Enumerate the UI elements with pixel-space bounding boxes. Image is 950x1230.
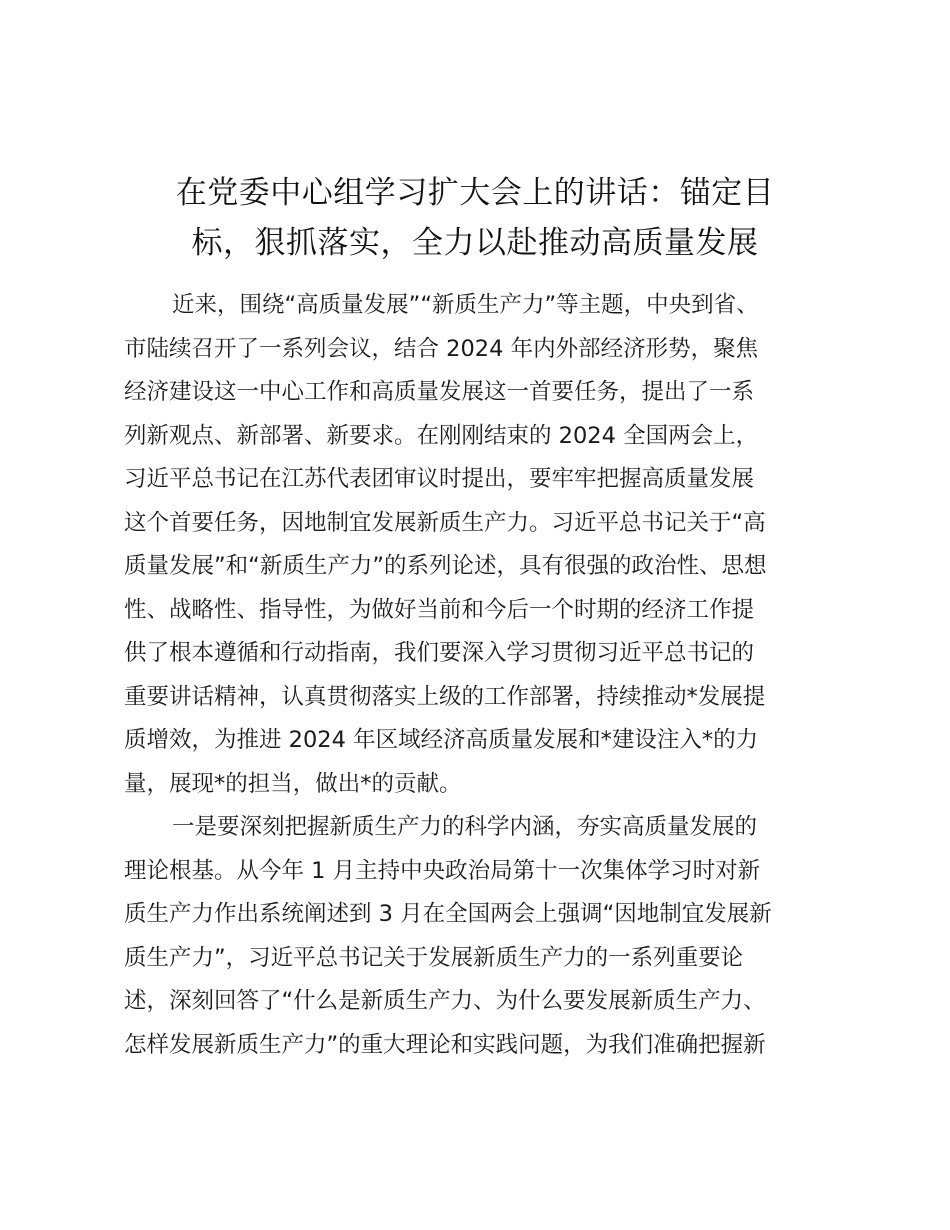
text-line: 列新观点、新部署、新要求。在刚刚结束的 2024 全国两会上， (124, 422, 759, 449)
title-line: 标，狠抓落实，全力以赴推动高质量发展 (191, 225, 759, 261)
text-line: 质生产力作出系统阐述到 3 月在全国两会上强调“因地制宜发展新 (124, 901, 772, 927)
text-line: 质量发展”和“新质生产力”的系列论述，具有很强的政治性、思想 (124, 553, 767, 579)
document-body (124, 284, 834, 1067)
text-line: 性、战略性、指导性，为做好当前和今后一个时期的经济工作提 (124, 596, 755, 623)
text-line: 重要讲话精神，认真贯彻落实上级的工作部署，持续推动*发展提 (124, 683, 766, 710)
text-line: 怎样发展新质生产力”的重大理论和实践问题，为我们准确把握新 (124, 1031, 766, 1058)
text-line: 理论根基。从今年 1 月主持中央政治局第十一次集体学习时对新 (124, 857, 761, 884)
text-line: 一是要深刻把握新质生产力的科学内涵，夯实高质量发展的 (172, 814, 758, 840)
text-line: 质增效，为推进 2024 年区域经济高质量发展和*建设注入*的力 (124, 727, 759, 753)
text-line: 经济建设这一中心工作和高质量发展这一首要任务，提出了一系 (124, 379, 755, 405)
paragraph-1 (124, 284, 834, 806)
text-line: 近来，围绕“高质量发展”“新质生产力”等主题，中央到省、 (172, 292, 759, 318)
text-line: 习近平总书记在江苏代表团审议时提出，要牢牢把握高质量发展 (124, 466, 755, 492)
text-line: 量，展现*的担当，做出*的贡献。 (124, 770, 462, 797)
paragraph-2 (124, 806, 834, 1067)
text-line: 市陆续召开了一系列会议，结合 2024 年内外部经济形势，聚焦 (124, 335, 759, 362)
title-line: 在党委中心组学习扩大会上的讲话：锚定目 (175, 175, 775, 211)
text-line: 质生产力”，习近平总书记关于发展新质生产力的一系列重要论 (124, 944, 744, 971)
text-line: 述，深刻回答了“什么是新质生产力、为什么要发展新质生产力、 (124, 988, 766, 1014)
text-line: 供了根本遵循和行动指南，我们要深入学习贯彻习近平总书记的 (124, 640, 755, 666)
document-title (150, 168, 800, 268)
text-line: 这个首要任务，因地制宜发展新质生产力。习近平总书记关于“高 (124, 509, 766, 536)
